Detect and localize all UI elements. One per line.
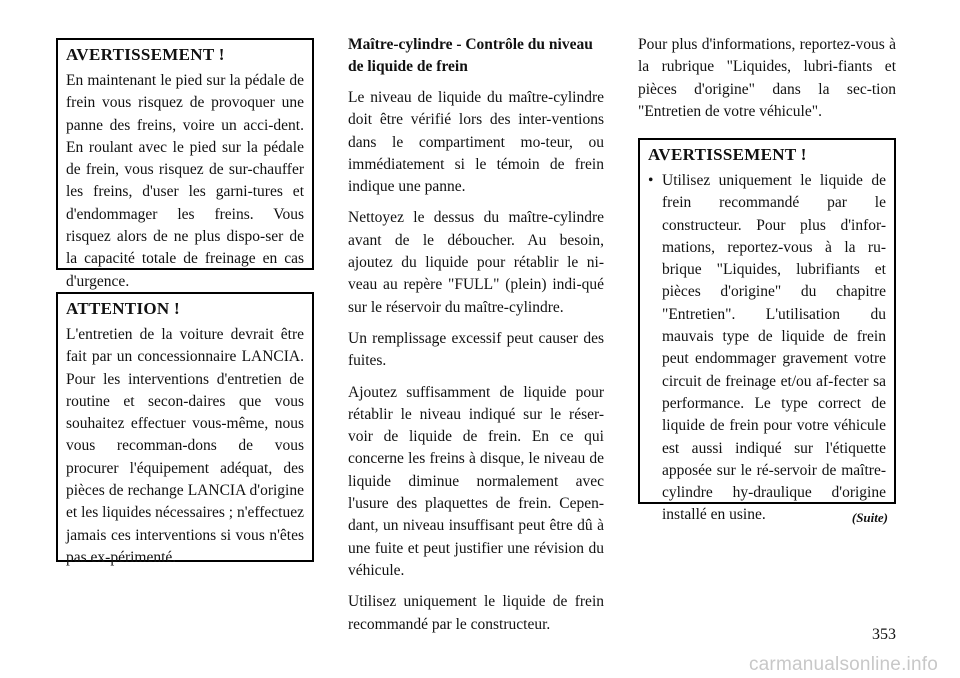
paragraph: Un remplissage excessif peut causer des fuites. <box>348 329 604 370</box>
attention-box-maintenance <box>56 292 314 566</box>
warning-bullet-list <box>648 170 886 527</box>
middle-column <box>348 34 604 645</box>
paragraph: Le niveau de liquide du maître-cylindre doit être vérifié lors des inter-ventions dans le compartiment mo-teur, ou immédiatement si le témoin de frein indique une panne. <box>348 89 604 196</box>
attention-title: ATTENTION ! <box>66 299 180 318</box>
watermark: carmanualsonline.info <box>748 654 938 675</box>
warning-box-brake-pedal <box>56 38 314 290</box>
page-number: 353 <box>872 626 896 643</box>
warning-title: AVERTISSEMENT ! <box>66 45 225 64</box>
continued-label: (Suite) <box>851 510 888 525</box>
paragraph: Pour plus d'informations, reportez-vous à la rubrique "Liquides, lubri-fiants et pièces d'origine" dans la sec-tion "Entretien de votre véhicule". <box>638 36 896 120</box>
warning-title: AVERTISSEMENT ! <box>648 145 807 164</box>
section-heading: Maître-cylindre - Contrôle du niveau de liquide de frein <box>348 36 593 75</box>
attention-text: L'entretien de la voiture devrait être fait par un concessionnaire LANCIA. Pour les interventions d'entretien de routine et secon-daires que vous souhaitez effectuer vous-même, nous vous recomman-dons de vous procurer l'équipement adéquat, des pièces de rechange LANCIA d'origine et les liquides nécessaires ; n'effectuez jamais ces interventions si vous n'êtes pas ex-périmenté. <box>66 326 304 566</box>
warning-bullet: • Utilisez uniquement le liquide de frein recommandé par le constructeur. Pour plus d'infor-mations, reportez-vous à la ru-brique "Liquides, lubrifiants et pièces d'origine" du chapitre "Entretien". L'utilisation du mauvais type de liquide de frein peut endommager gravement votre circuit de freinage et/ou af-fecter sa performance. Le type correct de liquide de frein pour votre véhicule est aussi indiqué sur l'étiquette apposée sur le ré-servoir de maître-cylindre hy-draulique d'origine installé en usine. <box>648 170 886 527</box>
paragraph: Nettoyez le dessus du maître-cylindre avant de le déboucher. Au besoin, ajoutez du liquide pour rétablir le ni-veau au repère "FULL" (plein) indi-qué sur le réservoir du maître-cylindre. <box>348 209 604 316</box>
paragraph: Utilisez uniquement le liquide de frein recommandé par le constructeur. <box>348 593 604 633</box>
warning-text: En maintenant le pied sur la pédale de frein vous risquez de provoquer une panne des freins, voire un acci-dent. En roulant avec le pied sur la pédale de frein, vous risquez de sur-chauffer les freins, d'user les garni-tures et d'endommager les freins. Vous risquez alors de ne plus dispo-ser de la capacité totale de freinage en cas d'urgence. <box>66 72 304 290</box>
right-column <box>638 34 896 132</box>
paragraph: Ajoutez suffisamment de liquide pour rétablir le niveau indiqué sur le réser-voir de liquide de frein. En ce qui concerne les freins à disque, le niveau de liquide diminue normalement avec l'usure des plaquettes de frein. Cepen-dant, un niveau insuffisant peut être dû à une fuite et peut justifier une révision du véhicule. <box>348 383 604 579</box>
